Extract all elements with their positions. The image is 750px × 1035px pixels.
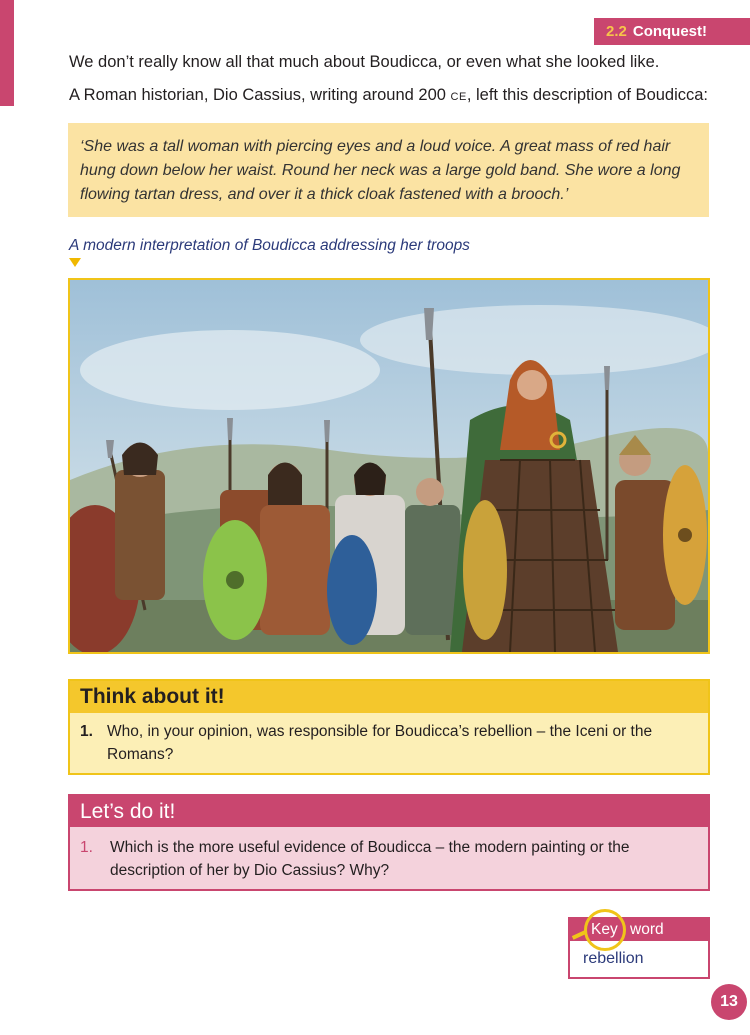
boudicca-painting xyxy=(68,278,710,654)
section-title: Conquest! xyxy=(632,23,708,40)
era-label: CE xyxy=(450,91,467,103)
section-number: 2.2 xyxy=(606,23,627,40)
keyword-word-label: word xyxy=(630,921,664,938)
left-margin-strip xyxy=(0,0,14,106)
activity-question xyxy=(70,827,708,882)
quote-text: ‘She was a tall woman with piercing eyes and a loud voice. A great mass of red hair hung down below her waist. Round her neck was a large gold band. She wore a long flowing tartan dress, and over it a thick cloak fastened with a brooch.’ xyxy=(80,138,681,203)
lets-do-it-box xyxy=(68,794,710,891)
intro-p2-start: A Roman historian, Dio Cassius, writing around 200 xyxy=(69,86,451,104)
intro-p2-end: , left this description of Boudicca: xyxy=(466,86,709,104)
dio-cassius-quote-box xyxy=(68,123,709,217)
keyword-header xyxy=(570,919,708,941)
question-number: 1. xyxy=(80,723,93,740)
think-about-it-box xyxy=(68,679,710,775)
keyword-term: rebellion xyxy=(583,950,644,967)
keyword-box xyxy=(568,917,710,979)
activity-text: Which is the more useful evidence of Boudicca – the modern painting or the description of her by Dio Cassius? Why? xyxy=(110,839,630,879)
painting-illustration xyxy=(70,280,708,652)
keyword-key-label: Key xyxy=(591,921,618,938)
page-number: 13 xyxy=(711,984,747,1020)
figure-caption: A modern interpretation of Boudicca addressing her troops xyxy=(69,237,470,254)
section-tab xyxy=(594,18,750,45)
question-text: Who, in your opinion, was responsible for Boudicca’s rebellion – the Iceni or the Romans? xyxy=(107,723,653,763)
think-about-it-heading: Think about it! xyxy=(70,681,708,713)
lets-do-it-heading: Let’s do it! xyxy=(70,796,708,827)
intro-paragraph-1: We don’t really know all that much about Boudicca, or even what she looked like. xyxy=(69,53,660,71)
activity-number: 1. xyxy=(80,839,93,856)
think-question xyxy=(70,713,708,766)
caption-arrow-icon xyxy=(69,258,81,267)
intro-paragraph-2 xyxy=(69,84,708,108)
